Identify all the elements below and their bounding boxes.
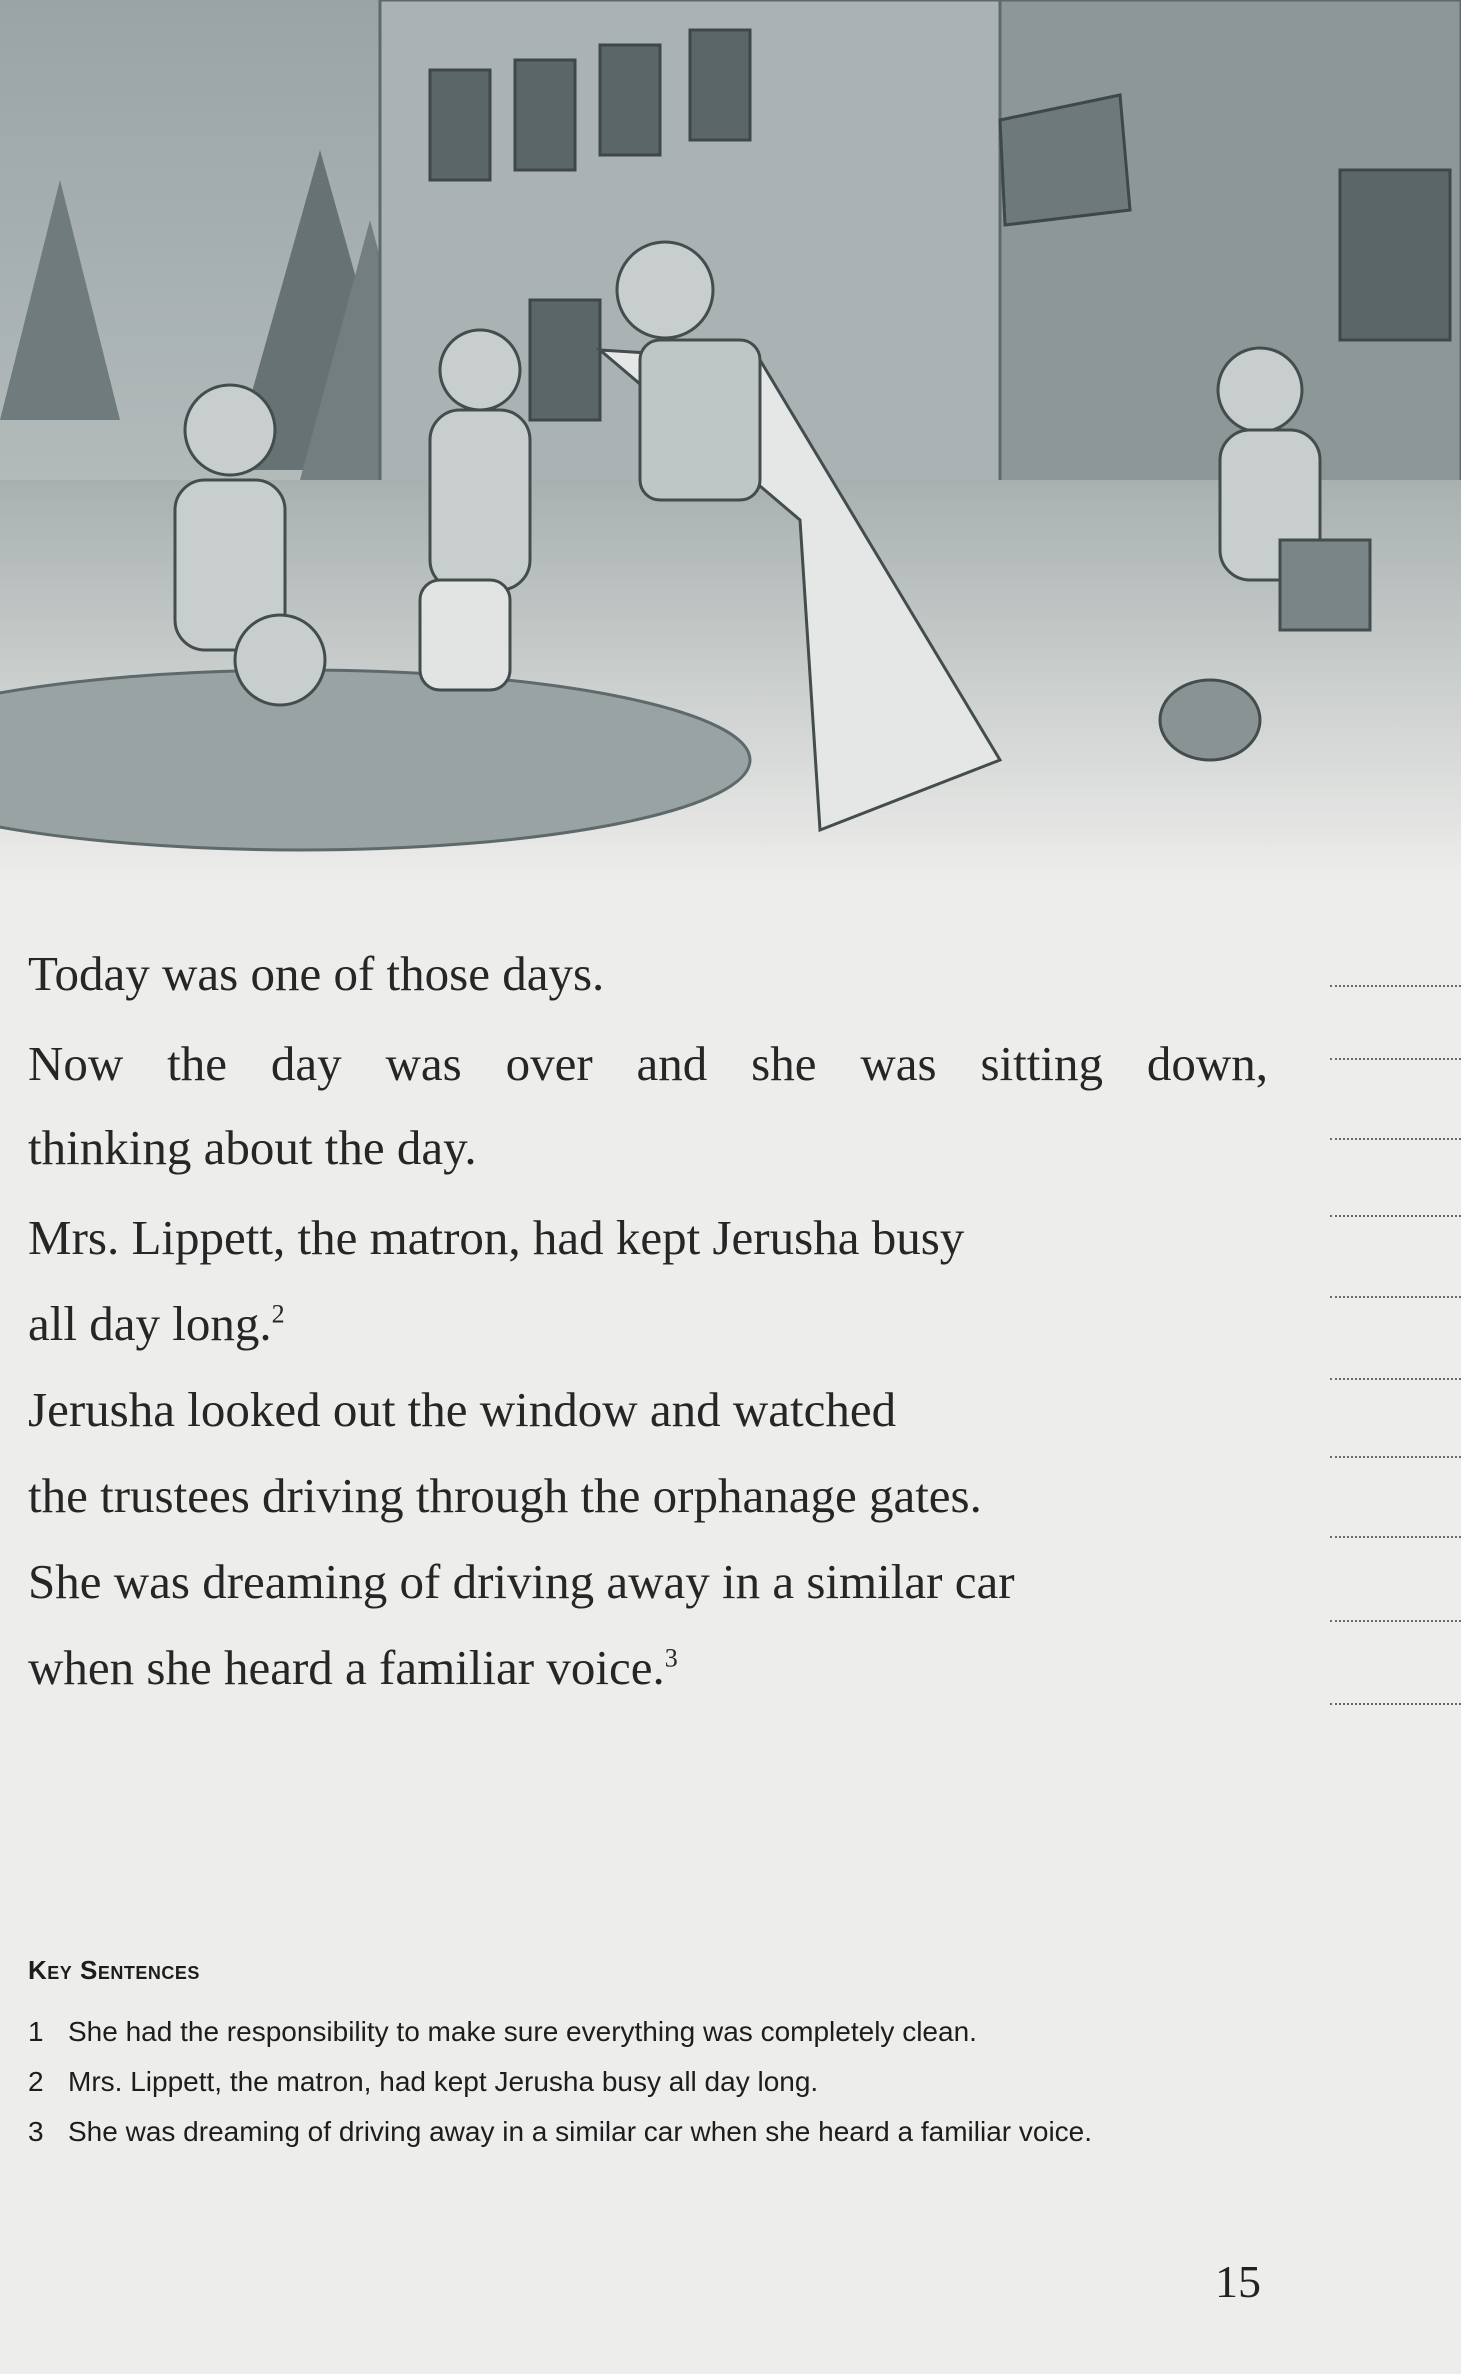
- footnote-ref-2: 2: [271, 1299, 285, 1329]
- story-illustration: [0, 0, 1461, 880]
- margin-dotted-line: [1330, 1536, 1461, 1538]
- story-line-5: [28, 1295, 285, 1352]
- margin-dotted-line: [1330, 1215, 1461, 1217]
- margin-dotted-line: [1330, 985, 1461, 987]
- story-line-6: Jerusha looked out the window and watched: [28, 1382, 897, 1437]
- story-line-5-text: all day long.: [28, 1296, 272, 1351]
- key-sentence-number: 1: [28, 2016, 44, 2047]
- story-line-4: Mrs. Lippett, the matron, had kept Jerusha busy: [28, 1210, 965, 1265]
- margin-dotted-line: [1330, 1378, 1461, 1380]
- story-line-9: [28, 1639, 678, 1696]
- key-sentence-number: 3: [28, 2116, 44, 2147]
- key-sentence-item: [28, 2016, 977, 2048]
- story-line-1: Today was one of those days.: [28, 946, 605, 1001]
- margin-dotted-line: [1330, 1296, 1461, 1298]
- story-line-3: thinking about the day.: [28, 1120, 477, 1175]
- key-sentence-item: [28, 2066, 818, 2098]
- key-sentence-item: [28, 2116, 1092, 2148]
- story-line-9-text: when she heard a familiar voice.: [28, 1640, 665, 1695]
- illustration-drawing: [0, 0, 1461, 880]
- key-sentence-number: 2: [28, 2066, 44, 2097]
- story-line-7: the trustees driving through the orphanage gates.: [28, 1468, 982, 1523]
- key-sentence-text: Mrs. Lippett, the matron, had kept Jerusha busy all day long.: [68, 2066, 819, 2097]
- show-through-text: [300, 900, 311, 951]
- margin-dotted-line: [1330, 1456, 1461, 1458]
- page-number: 15: [1215, 2256, 1261, 2307]
- footnote-ref-3: 3: [664, 1643, 678, 1673]
- margin-dotted-line: [1330, 1620, 1461, 1622]
- key-sentences-title: Key Sentences: [28, 1955, 200, 1985]
- key-sentence-text: She was dreaming of driving away in a similar car when she heard a familiar voice.: [68, 2116, 1093, 2147]
- key-sentence-text: She had the responsibility to make sure everything was completely clean.: [68, 2016, 977, 2047]
- margin-dotted-line: [1330, 1138, 1461, 1140]
- story-line-8: She was dreaming of driving away in a similar car: [28, 1554, 1015, 1609]
- story-line-2: Now the day was over and she was sitting down,: [28, 1036, 1268, 1091]
- margin-dotted-line: [1330, 1703, 1461, 1705]
- margin-dotted-line: [1330, 1058, 1461, 1060]
